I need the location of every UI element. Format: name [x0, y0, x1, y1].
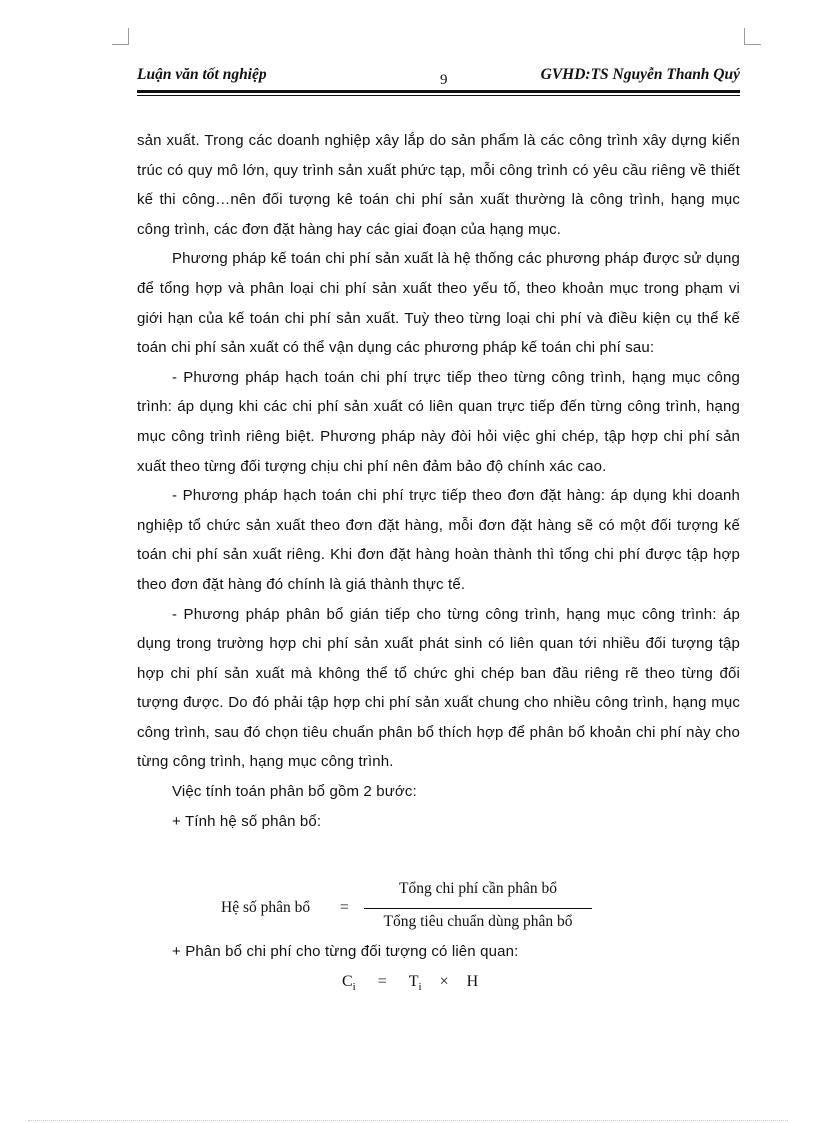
header-rule-thin: [137, 95, 740, 96]
paragraph-5: - Phương pháp phân bổ gián tiếp cho từng công trình, hạng mục công trình: áp dụng trong trường hợp chi phí sản xuất phát sinh có liên quan tới nhiều đối tượng tập hợp chi phí sản xuất mà không thể tổ chức ghi chép ban đầu riêng rẽ theo từng đối tượng được. Do đó phải tập hợp chi phí sản xuất chung cho nhiều công trình, hạng mục công trình, sau đó chọn tiêu chuẩn phân bổ thích hợp để phân bổ khoản chi phí này cho từng công trình, hạng mục công trình.: [137, 605, 740, 771]
paragraph-6: Việc tính toán phân bổ gồm 2 bước:: [172, 783, 417, 801]
formula-allocation-equals: =: [340, 899, 349, 916]
footer-dotted-rule: [28, 1120, 788, 1121]
header-rule-thick: [137, 90, 740, 93]
paragraph-7: + Tính hệ số phân bổ:: [172, 812, 322, 830]
paragraph-4: - Phương pháp hạch toán chi phí trực tiếp theo đơn đặt hàng: áp dụng khi doanh nghiệp tổ chức sản xuất theo đơn đặt hàng, mỗi đơn đặt hàng sẽ có một đối tượng kế toán chi phí sản xuất riêng. Khi đơn đặt hàng hoàn thành thì tổng chi phí được tập hợp theo đơn đặt hàng đó chính là giá thành thực tế.: [137, 487, 740, 593]
document-body: [137, 126, 740, 836]
formula-c-i: $C_i$: [342, 973, 356, 994]
formula-fraction-bar: [364, 908, 592, 909]
step-2-block: [137, 937, 740, 967]
formula-allocation-label: Hệ số phân bổ: [221, 899, 311, 916]
formula-allocation-denominator: Tổng tiêu chuẩn dùng phân bổ: [383, 913, 573, 930]
paragraph-step-2: + Phân bổ chi phí cho từng đối tượng có liên quan:: [172, 943, 519, 960]
formula-cost-allocation: [342, 973, 478, 993]
paragraph-2: Phương pháp kế toán chi phí sản xuất là hệ thống các phương pháp được sử dụng để tổng hợp và phân loại chi phí sản xuất theo yếu tố, theo khoản mục trong phạm vi giới hạn của kế toán chi phí sản xuất. Tuỳ theo từng loại chi phí và điều kiện cụ thể kế toán chi phí sản xuất có thể vận dụng các phương pháp kế toán chi phí sau:: [137, 250, 740, 357]
formula-times: ×: [439, 973, 449, 990]
formula-t-i: $T_i$: [408, 973, 422, 994]
page-header: [137, 66, 740, 88]
page-number: 9: [440, 72, 448, 88]
formula-allocation-numerator: Tổng chi phí cần phân bổ: [399, 880, 557, 897]
formula-h: H: [466, 973, 479, 990]
header-advisor: GVHD:TS Nguyễn Thanh Quý: [540, 66, 740, 83]
formula-equals: =: [377, 973, 387, 990]
paragraph-1: sản xuất. Trong các doanh nghiệp xây lắp do sản phẩm là các công trình xây dựng kiến trúc có quy mô lớn, quy trình sản xuất phức tạp, mỗi công trình có yêu cầu riêng về thiết kế thi công…nên đối tượng kê toán chi phí sản xuất thường là công trình, hạng mục công trình, các đơn đặt hàng hay các giai đoạn của hạng mục.: [137, 132, 740, 238]
corner-mark-top-left: [112, 28, 129, 45]
corner-mark-top-right: [744, 28, 761, 45]
header-thesis-title: Luận văn tốt nghiệp: [137, 66, 267, 83]
paragraph-3: - Phương pháp hạch toán chi phí trực tiếp theo từng công trình, hạng mục công trình: áp dụng khi các chi phí sản xuất có liên quan trực tiếp đến từng công trình, hạng mục công trình riêng biệt. Phương pháp này đòi hỏi việc ghi chép, tập hợp chi phí sản xuất theo từng đối tượng chịu chi phí nên đảm bảo độ chính xác cao.: [137, 368, 740, 475]
